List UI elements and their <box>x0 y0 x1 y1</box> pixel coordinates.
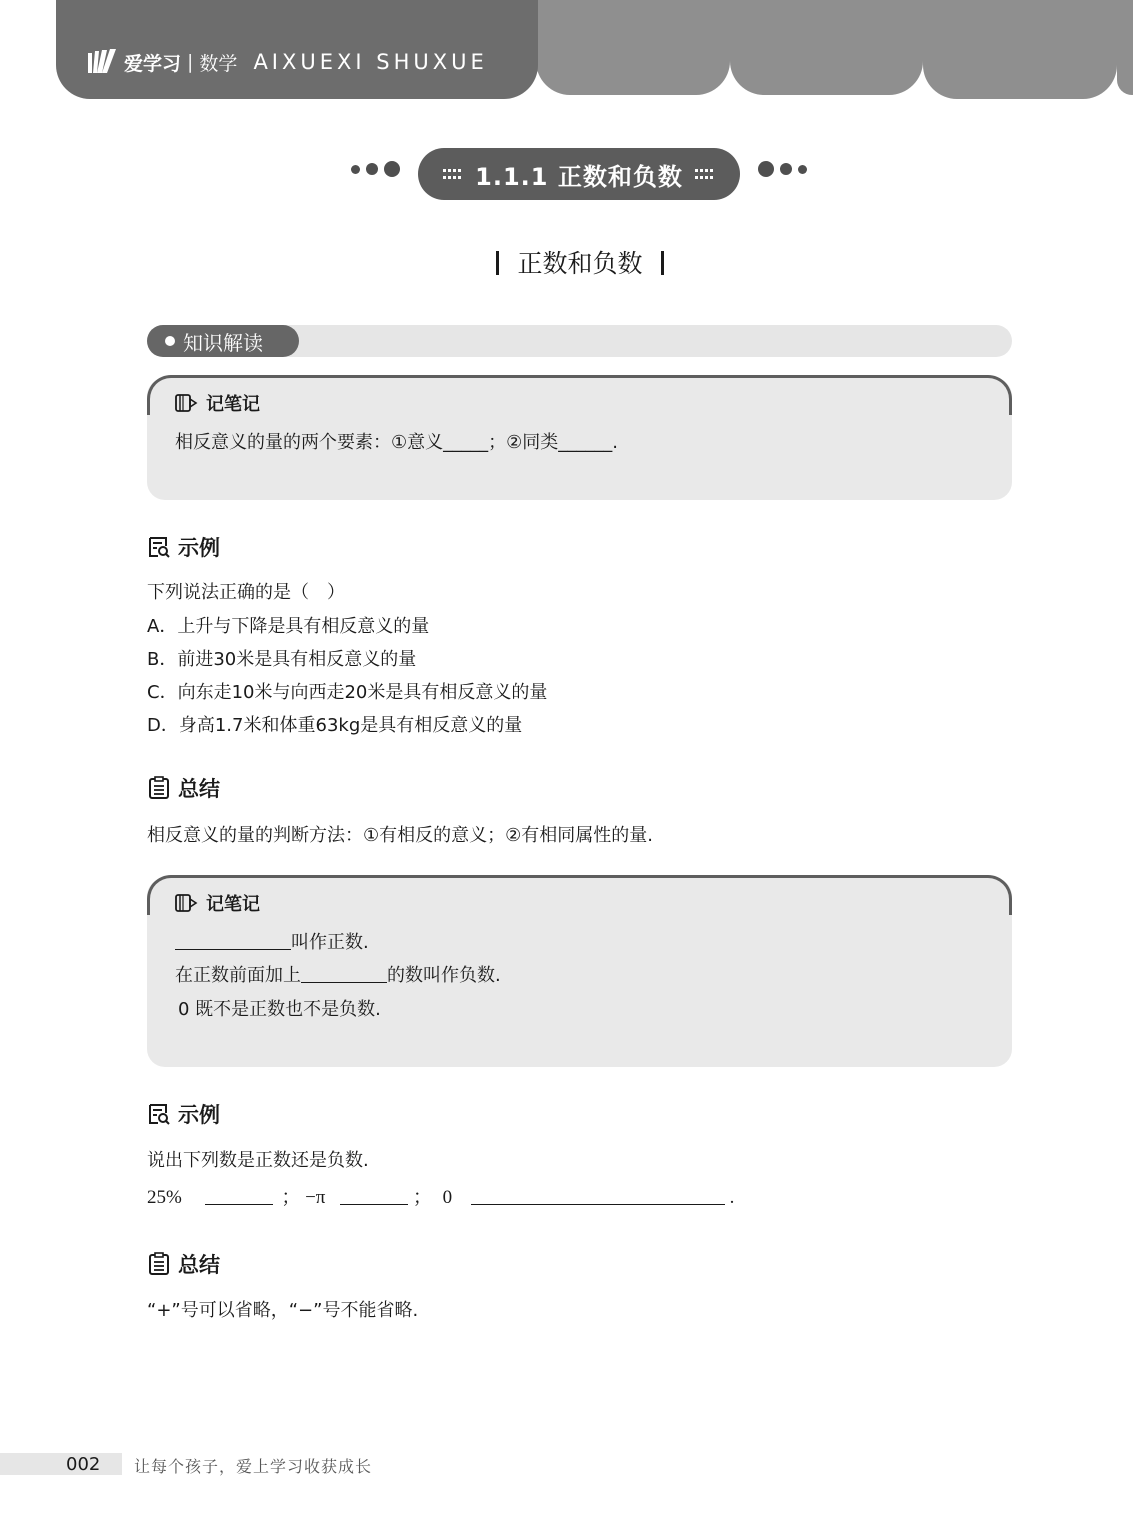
grip-icon <box>443 167 465 181</box>
section-subtitle: 正数和负数 <box>0 244 1133 280</box>
note-box-2-border <box>147 875 1012 915</box>
brand-separator: | <box>187 51 194 73</box>
knowledge-label: 知识解读 <box>147 325 299 357</box>
summary-heading-1: 总结 <box>147 773 220 803</box>
note-1-line: 相反意义的量的两个要素：①意义_____；②同类______. <box>175 432 618 453</box>
item-zero: 0 <box>442 1187 453 1208</box>
example-1-option-b: B．前进30米是具有相反意义的量 <box>147 649 417 670</box>
header-tab-decor-4 <box>1117 0 1133 95</box>
note-2-line-2: 在正数前面加上 的数叫作负数. <box>175 965 501 986</box>
brand <box>86 38 488 86</box>
item-minus-pi: −π <box>305 1187 326 1208</box>
clipboard-icon <box>147 1252 171 1276</box>
summary-2-text: “+”号可以省略，“−”号不能省略. <box>147 1300 419 1321</box>
header-tab-decor-3 <box>923 0 1117 99</box>
example-icon <box>147 535 171 559</box>
footer-slogan: 让每个孩子，爱上学习收获成长 <box>134 1457 373 1476</box>
page-number: 002 <box>66 1454 101 1475</box>
section-banner <box>418 148 740 200</box>
note-title-2: 记笔记 <box>174 890 260 916</box>
example-icon <box>147 1102 171 1126</box>
example-1-option-d: D．身高1.7米和体重63kg是具有相反意义的量 <box>147 715 523 736</box>
banner-dots-right <box>758 161 807 177</box>
summary-1-text: 相反意义的量的判断方法：①有相反的意义；②有相同属性的量. <box>147 825 653 846</box>
item-25-percent: 25% <box>147 1187 182 1208</box>
example-2-answer-row: 25% ； −π ； 0 . <box>147 1187 735 1208</box>
example-1-question: 下列说法正确的是（ ） <box>147 582 345 603</box>
grip-icon <box>693 167 715 181</box>
brand-english: AIXUEXI SHUXUE <box>253 50 488 74</box>
example-2-question: 说出下列数是正数还是负数. <box>147 1150 369 1171</box>
example-heading-2: 示例 <box>147 1099 220 1129</box>
example-1-option-a: A．上升与下降是具有相反意义的量 <box>147 616 430 637</box>
answer-blank[interactable] <box>175 933 291 950</box>
section-title: 1.1.1 正数和负数 <box>475 162 683 191</box>
answer-blank[interactable] <box>301 966 387 983</box>
brand-name: 爱学习 <box>124 52 182 75</box>
answer-blank[interactable] <box>340 1188 408 1205</box>
note-2-line-1: 叫作正数. <box>175 928 369 954</box>
answer-blank[interactable] <box>205 1188 273 1205</box>
answer-blank[interactable] <box>471 1188 725 1205</box>
clipboard-icon <box>147 776 171 800</box>
note-2-line-3: 0 既不是正数也不是负数. <box>178 999 381 1020</box>
header-tab-decor-1 <box>536 0 730 95</box>
footer-strip <box>0 1453 122 1475</box>
example-1-option-c: C．向东走10米与向西走20米是具有相反意义的量 <box>147 682 548 703</box>
note-title-1: 记笔记 <box>174 390 260 416</box>
summary-heading-2: 总结 <box>147 1249 220 1279</box>
example-heading-1: 示例 <box>147 532 220 562</box>
header-tab-decor-2 <box>730 0 923 95</box>
banner-dots-left <box>351 161 400 177</box>
note-box-1-border <box>147 375 1012 415</box>
notebook-icon <box>174 393 198 413</box>
notebook-icon <box>174 893 198 913</box>
brand-logo-icon <box>86 47 120 77</box>
brand-subject: 数学 <box>199 52 238 75</box>
